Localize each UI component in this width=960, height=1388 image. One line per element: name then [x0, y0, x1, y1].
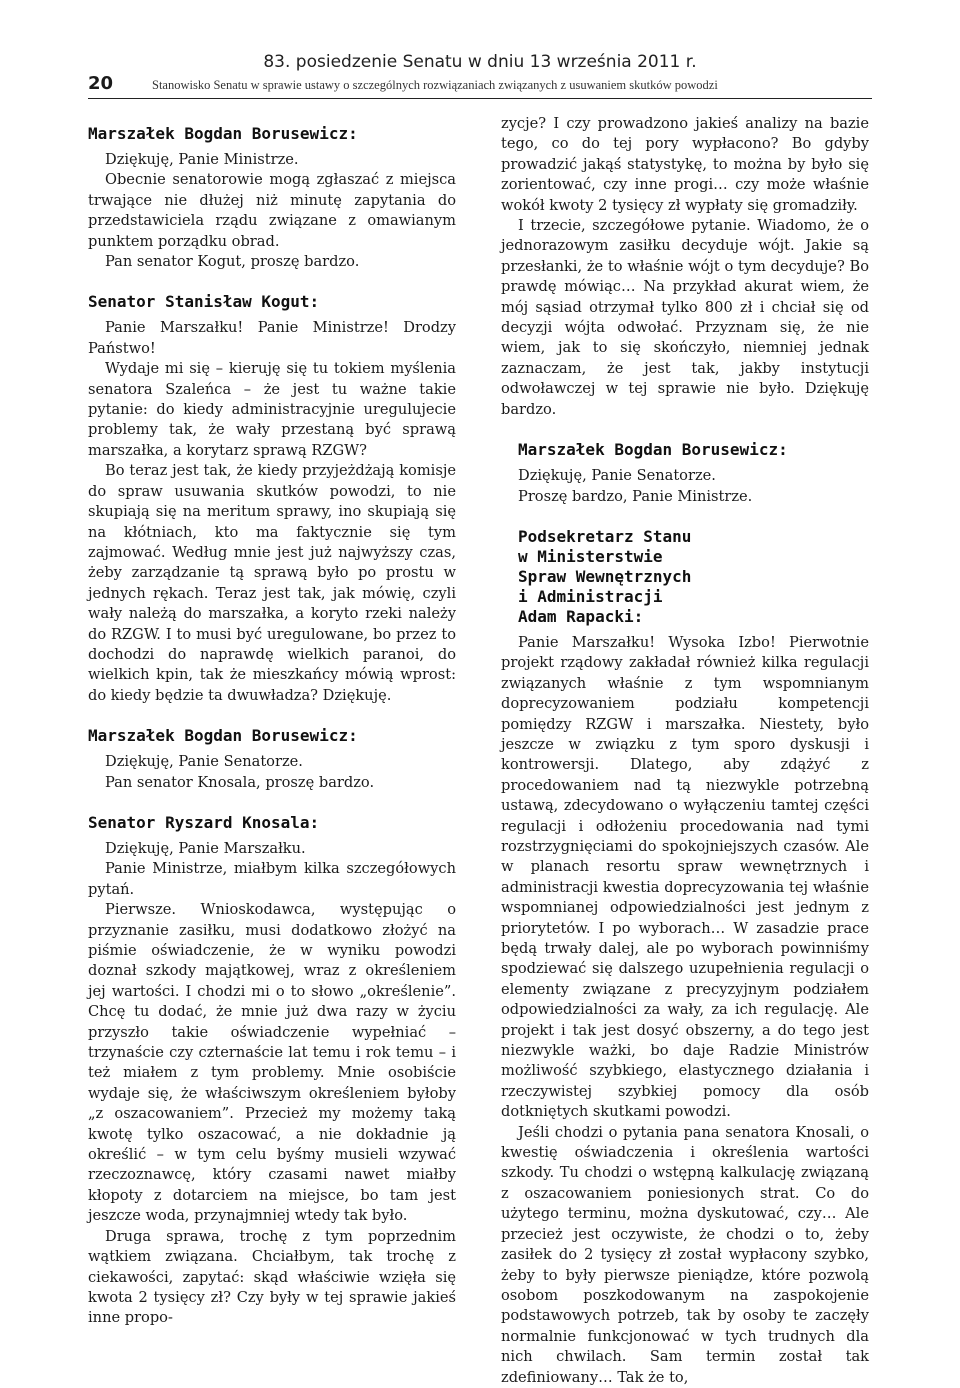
speech-paragraph: zycje? I czy prowadzono jakieś analizy na bazie tego, co do tej pory wypłacono? Bo gdyby prowadzić jakąś statystykę, to można by było się zorientować, czy inne progi… czy może właśnie wokół kwoty 2 tysięcy zł wypłaty się gromadziły. — [501, 115, 869, 214]
speaker-heading — [518, 527, 869, 627]
speech-paragraph: Panie Ministrze, miałbym kilka szczegółowych pytań. — [88, 860, 456, 898]
speech-paragraph: Jeśli chodzi o pytania pana senatora Knosali, o kwestię oświadczenia i określenia wartości szkody. Tu chodzi o wstępną kalkulację związaną z oszacowaniem poniesionych strat. Co do użytego terminu, można dyskutować, czy… Ale przecież jest oczywiste, że chodzi o to, żeby zasiłek do 2 tysięcy zł został wypłacony szybko, żeby to były pierwsze pieniądze, które pozwolą osobom poszkodowanym na zaspokojenie podstawowych potrzeb, tak by osoby te zaczęły normalnie funkcjonować w tych trudnych dla nich chwilach. Sam termin został tak zdefiniowany… Tak że to, — [501, 1123, 869, 1386]
speech-paragraph: Wydaje mi się – kieruję się tu tokiem myślenia senatora Szaleńca – że jest tu ważne takie pytanie: do kiedy administracyjnie uregulujecie problemy tak, że wały przestaną być sprawą marszałka, a korytarz sprawą RZGW? — [88, 360, 456, 459]
page-header — [0, 0, 960, 110]
speech-paragraph: Obecnie senatorowie mogą zgłaszać z miejsca trwające nie dłużej niż minutę zapytania do przedstawiciela rządu związane z omawianym punktem porządku obrad. — [88, 171, 456, 250]
speech-paragraph: Pierwsze. Wnioskodawca, występując o przyznanie zasiłku, musi dodatkowo złożyć na piśmie oświadczenie, że w wyniku powodzi doznał szkody majątkowej, wraz z określeniem jej wartości. I chodzi mi o to słowo „określenie”. Chcę tu dodać, że mnie już dwa razy w życiu przyszło takie oświadczenie wypełniać – trzynaście czy czternaście lat temu i rok temu – i też miałem z tym problemy. Mnie osobiście wydaje się, że właściwszym określeniem byłoby „z oszacowaniem”. Przecież my możemy taką kwotę tylko oszacować, a nie dokładnie ją określić – w tym celu byśmy musieli wzywać rzeczoznawcę, który czasami nawet miałby kłopoty z dotarciem na miejsce, bo tam jest jeszcze woda, przynajmniej wtedy tak było. — [88, 901, 456, 1225]
speech-paragraph: Dziękuję, Panie Marszałku. — [105, 839, 306, 857]
speech-paragraph: Druga sprawa, trochę z tym poprzednim wątkiem związana. Chciałbym, tak trochę z ciekawości, zapytać: skąd właściwie wzięła się kwota 2 tysięcy zł? Czy były w tej sprawie jakieś inne propo- — [88, 1227, 456, 1327]
running-subtitle: Stanowisko Senatu w sprawie ustawy o szczególnych rozwiązaniach związanych z usuwaniem skutków powodzi — [152, 78, 718, 92]
speech-paragraph: Dziękuję, Panie Senatorze. — [518, 467, 716, 485]
speech-paragraph: Proszę bardzo, Panie Ministrze. — [518, 487, 753, 505]
header-rule — [88, 98, 872, 99]
speaker-heading-line: Adam Rapacki: — [518, 606, 644, 626]
speaker-heading: Senator Stanisław Kogut: — [88, 292, 320, 312]
speaker-heading: Marszałek Bogdan Borusewicz: — [518, 440, 788, 460]
speaker-heading-line: i Administracji — [518, 586, 663, 606]
speech-paragraph: Panie Marszałku! Panie Ministrze! Drodzy Państwo! — [88, 319, 456, 357]
speaker-heading-line: w Ministerstwie — [518, 546, 663, 566]
speaker-heading-line: Podsekretarz Stanu — [518, 526, 692, 546]
speaker-heading: Senator Ryszard Knosala: — [88, 812, 320, 832]
left-column — [88, 110, 456, 1327]
page-number: 20 — [88, 73, 114, 94]
speech-paragraph: Bo teraz jest tak, że kiedy przyjeżdżają komisje do spraw usuwania skutków powodzi, to nie skupiają się na meritum sprawy, ino skupiają się na kłótniach, kto ma faktycznie się tym zajmować. Według mnie jest już najwyższy czas, żeby zarządzanie tą sprawą było po prostu w jednych rękach. Teraz jest tak, jak mówię, czyli wały należą do marszałka, a koryto rzeki należy do RZGW. I to musi być uregulowane, bo przez to dochodzi do naprawdę wielkich paranoi, do wielkich kpin, tak że mieszkańcy mówią wprost: do kiedy będzie ta dwuwładza? Dziękuję. — [88, 462, 456, 704]
speech-paragraph: Pan senator Kogut, proszę bardzo. — [105, 253, 360, 271]
speech-paragraph: Pan senator Knosala, proszę bardzo. — [105, 773, 375, 791]
speech-paragraph: Dziękuję, Panie Senatorze. — [105, 753, 303, 771]
speech-paragraph: Panie Marszałku! Wysoka Izbo! Pierwotnie projekt rządowy zakładał również kilka regulacji związanych właśnie z tym wspomnianym doprecyzowaniem podziału kompetencji pomiędzy RZGW i marszałka. Niestety, było jeszcze w związku z tym sporo dyskusji i kontrowersji. Dlatego, aby zdążyć z procedowaniem nad tą niezwykle potrzebną ustawą, zdecydowano o wyłączeniu tamtej części regulacji i odłożeniu procedowania nad tymi rozstrzygnięciami do spokojniejszych czasów. Ale w planach resortu spraw wewnętrznych i administracji kwestia doprecyzowania tej właśnie wspomnianej odpowiedzialności jest jednym z priorytetów. I po wyborach… W zasadzie prace będą trwały dalej, ale po wyborach powinniśmy spodziewać się dalszego uzupełnienia regulacji o elementy związane z precyzyjnym podziałem odpowiedzialności za wały, za ich regulację. Ale projekt i tak jest dosyć obszerny, a do tego jest niezwykle ważki, bo daje Radzie Ministrów możliwość szybkiego, elastycznego działania i rzeczywistej szybkiej pomocy dla osób dotkniętych skutkami powodzi. — [501, 633, 869, 1121]
session-title: 83. posiedzenie Senatu w dniu 13 września 2011 r. — [263, 52, 697, 72]
speech-paragraph: I trzecie, szczegółowe pytanie. Wiadomo, że o jednorazowym zasiłku decyduje wójt. Jakie są przesłanki, że to właśnie wójt o tym decyduje? Bo prawdę mówiąc… Na przykład akurat wiem, że mój sąsiad otrzymał tylko 800 zł i chciał się od decyzji wójta odwołać. Przyznam się, że nie wiem, jak to się skończyło, niemniej jednak zaznaczam, że jest tak, jakby instytucji odwoławczej w tej sprawie nie było. Dziękuję bardzo. — [501, 217, 869, 418]
speaker-heading: Marszałek Bogdan Borusewicz: — [88, 726, 358, 746]
right-column — [501, 110, 869, 1386]
speaker-heading-line: Spraw Wewnętrznych — [518, 566, 692, 586]
speech-paragraph: Dziękuję, Panie Ministrze. — [105, 151, 299, 168]
speaker-heading: Marszałek Bogdan Borusewicz: — [88, 124, 358, 143]
